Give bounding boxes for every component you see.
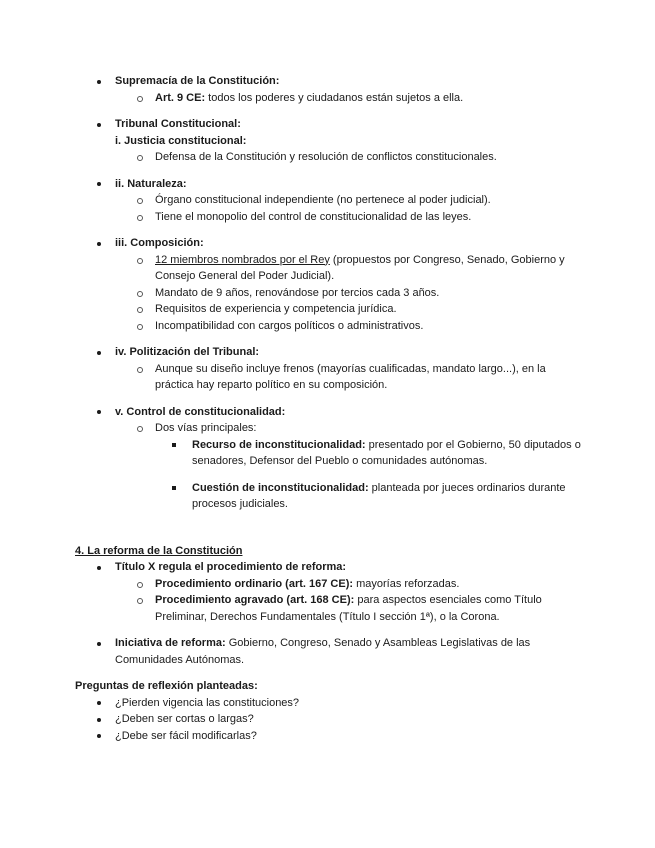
text-run: Art. 9 CE: xyxy=(155,91,206,104)
text-run: Iniciativa de reforma: xyxy=(115,637,226,649)
list-item xyxy=(0,711,587,728)
dot-bullet-icon xyxy=(97,642,101,646)
list-item xyxy=(0,116,587,133)
document-body xyxy=(0,73,587,744)
text-run: i. Justicia constitucional: xyxy=(115,134,247,147)
text-run: Dos vías principales: xyxy=(155,422,257,434)
list-item xyxy=(0,480,587,513)
text-run: Tribunal Constitucional: xyxy=(115,118,241,130)
dot-bullet-icon xyxy=(97,410,101,414)
text-run: Defensa de la Constitución y resolución de conflictos constitucionales. xyxy=(155,151,497,163)
text-run: Recurso de inconstitucionalidad: xyxy=(192,438,366,451)
dot-bullet-icon xyxy=(97,566,101,570)
paragraph xyxy=(0,133,587,150)
text-run: Órgano constitucional independiente (no pertenece al poder judicial). xyxy=(155,194,491,206)
list-item xyxy=(0,695,587,712)
circle-bullet-icon xyxy=(137,215,143,221)
text-run: Mandato de 9 años, renovándose por tercios cada 3 años. xyxy=(155,286,440,299)
list-item xyxy=(0,252,587,285)
circle-bullet-icon xyxy=(137,367,143,373)
dot-bullet-icon xyxy=(97,182,101,186)
circle-bullet-icon xyxy=(137,307,143,313)
text-run: 12 miembros nombrados por el Rey xyxy=(155,253,330,266)
dot-bullet-icon xyxy=(97,80,101,84)
square-bullet-icon xyxy=(172,443,176,447)
text-run: Procedimiento agravado (art. 168 CE): xyxy=(155,594,355,606)
circle-bullet-icon xyxy=(137,258,143,264)
circle-bullet-icon xyxy=(137,198,143,204)
text-run: ii. Naturaleza: xyxy=(115,177,187,190)
text-run: Supremacía de la Constitución: xyxy=(115,75,280,87)
circle-bullet-icon xyxy=(137,96,143,102)
text-run: 4. La reforma de la Constitución xyxy=(75,544,243,557)
text-run: iv. Politización del Tribunal: xyxy=(115,346,260,358)
text-run: Preguntas de reflexión planteadas: xyxy=(75,680,258,692)
text-run: mayorías reforzadas. xyxy=(353,577,460,590)
dot-bullet-icon xyxy=(97,123,101,127)
text-run: iii. Composición: xyxy=(115,237,204,249)
paragraph xyxy=(0,678,587,695)
list-item xyxy=(0,73,587,90)
list-item xyxy=(0,361,587,394)
text-run: Título X regula el procedimiento de reforma: xyxy=(115,561,347,573)
text-run: Requisitos de experiencia y competencia jurídica. xyxy=(155,303,397,315)
circle-bullet-icon xyxy=(137,324,143,330)
list-item xyxy=(0,404,587,421)
list-item xyxy=(0,285,587,302)
text-run: Incompatibilidad con cargos políticos o administrativos. xyxy=(155,319,424,332)
circle-bullet-icon xyxy=(137,426,143,432)
dot-bullet-icon xyxy=(97,351,101,355)
list-item xyxy=(0,301,587,318)
text-run: Aunque su diseño incluye frenos (mayorías cualificadas, mandato largo...), en la práctica hay reparto político en su composición. xyxy=(155,362,546,391)
circle-bullet-icon xyxy=(137,291,143,297)
list-item xyxy=(0,149,587,166)
text-run: v. Control de constitucionalidad: xyxy=(115,405,286,418)
text-run: Procedimiento ordinario (art. 167 CE): xyxy=(155,577,354,590)
dot-bullet-icon xyxy=(97,734,101,738)
list-item xyxy=(0,592,587,625)
square-bullet-icon xyxy=(172,486,176,490)
list-item xyxy=(0,318,587,335)
list-item xyxy=(0,235,587,252)
text-run: todos los poderes y ciudadanos están sujetos a ella. xyxy=(205,91,464,104)
text-run: (propuestos por Congreso, Senado, Gobierno y Consejo General del Poder Judicial). xyxy=(155,253,565,282)
list-item xyxy=(0,90,587,107)
paragraph xyxy=(0,543,587,560)
circle-bullet-icon xyxy=(137,155,143,161)
text-run: Cuestión de inconstitucionalidad: xyxy=(192,481,369,494)
dot-bullet-icon xyxy=(97,242,101,246)
list-item xyxy=(0,420,587,437)
list-item xyxy=(0,728,587,745)
list-item xyxy=(0,576,587,593)
text-run: ¿Pierden vigencia las constituciones? xyxy=(115,696,300,709)
dot-bullet-icon xyxy=(97,701,101,705)
text-run: ¿Debe ser fácil modificarlas? xyxy=(115,729,257,742)
dot-bullet-icon xyxy=(97,718,101,722)
list-item xyxy=(0,559,587,576)
list-item xyxy=(0,176,587,193)
text-run: para aspectos esenciales como Título Preliminar, Derechos Fundamentales (Título I sección 1ª), o la Corona. xyxy=(155,594,542,623)
list-item xyxy=(0,209,587,226)
text-run: Gobierno, Congreso, Senado y Asambleas Legislativas de las Comunidades Autónomas. xyxy=(115,637,531,666)
circle-bullet-icon xyxy=(137,598,143,604)
text-run: ¿Deben ser cortas o largas? xyxy=(115,713,254,725)
text-run: presentado por el Gobierno, 50 diputados o senadores, Defensor del Pueblo o comunidades autónomas. xyxy=(192,438,581,467)
list-item xyxy=(0,192,587,209)
list-item xyxy=(0,635,587,668)
list-item xyxy=(0,344,587,361)
circle-bullet-icon xyxy=(137,582,143,588)
text-run: Tiene el monopolio del control de constitucionalidad de las leyes. xyxy=(155,210,472,223)
list-item xyxy=(0,437,587,470)
text-run: planteada por jueces ordinarios durante procesos judiciales. xyxy=(192,481,566,510)
